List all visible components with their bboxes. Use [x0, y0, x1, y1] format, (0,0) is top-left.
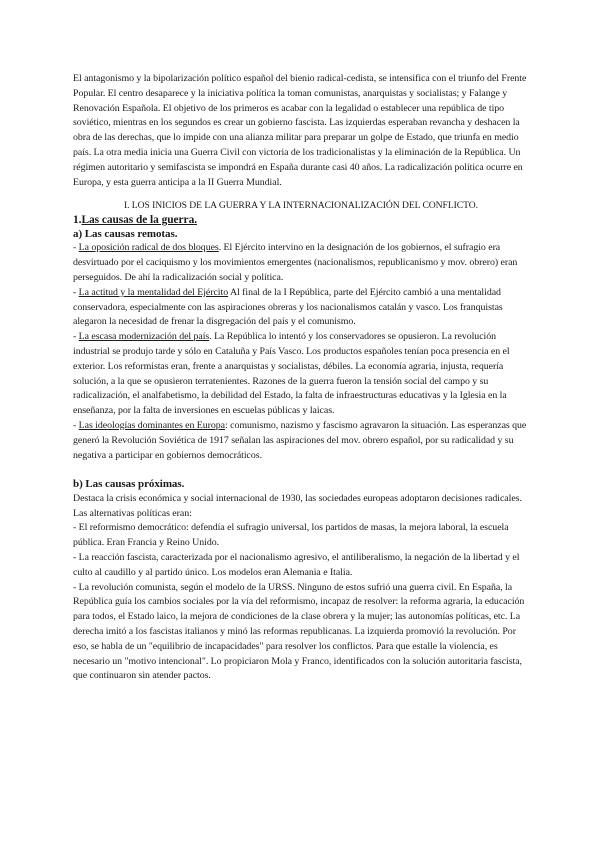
intro-paragraph: El antagonismo y la bipolarización político español del bienio radical-cedista, se intensifica con el triunfo del Frente Popular. El centro desaparece y la iniciativa política la toman comunistas, anarquistas y socialistas; y Falange y Renovación Española. El objetivo de los primeros es acabar con la legalidad o establecer una república de tipo soviético, mientras en los segundos es crear un gobierno fascista. Las izquierdas esperaban revancha y deshacen la obra de las derechas, que lo impide con una alianza militar para preparar un golpe de Estado, que triunfa en medio país. La otra media inicia una Guerra Civil con victoria de los tradicionalistas y la eliminación de la República. Un régimen autoritario y semifascista se impondrá en España durante casi 40 años. La radicalización política ocurre en Europa, y esta guerra anticipa a la II Guerra Mundial. [73, 73, 527, 188]
section-number: 1. [73, 213, 82, 226]
list-item: - La escasa modernización del país. La República lo intentó y los conservadores se opusieron. La revolución industrial se produjo tarde y sólo en Cataluña y País Vasco. Los productos españoles tenían poca presencia en el exterior. Los reformistas eran, frente a anarquistas y socialistas, débiles. La economía agraria, injusta, requería solución, a la que se opusieron terratenientes. Razones de la guerra fueron la tensión social del campo y su radicalización, el analfabetismo, la debilidad del Estado, la falta de infraestructuras educativas y la Iglesia en la enseñanza, por la falta de inversiones en escuelas públicas y laicas. [73, 331, 510, 417]
main-title: I. LOS INICIOS DE LA GUERRA Y LA INTERNACIONALIZACIÓN DEL CONFLICTO. [123, 200, 479, 212]
list-item-lead: La oposición radical de dos bloques [78, 242, 219, 254]
paragraph: - El reformismo democrático: defendía el sufragio universal, los partidos de masas, la mejora laboral, la escuela pública. Eran Francia y Reino Unido. [73, 522, 509, 549]
section-title: Las causas de la guerra. [81, 213, 198, 226]
list-item-text: : comunismo, nazismo y fascismo agravaron la situación. Las esperanzas que generó la Revolución Soviética de 1917 señalan las aspiraciones del mov. obrero español, por su radicalidad y su negativa a participar en gobiernos democráticos. [73, 419, 527, 461]
list-item: - La oposición radical de dos bloques. El Ejército intervino en la designación de los gobiernos, el sufragio era desvirtuado por el caciquismo y los movimientos emergentes (nacionalismos, republicanismo y mov. obrero) eran perseguidos. De ahí la radicalización social y política. [73, 242, 518, 283]
list-item-text: . La República lo intentó y los conservadores se opusieron. La revolución industrial se produjo tarde y sólo en Cataluña y País Vasco. Los productos españoles tenían poca presencia en el exterior. Los reformistas eran, frente a anarquistas y socialistas, débiles. La economía agraria, injusta, requería solución, a la que se opusieron terratenientes. Razones de la guerra fueron la tensión social del campo y su radicalización, el analfabetismo, la debilidad del Estado, la falta de infraestructuras educativas y la Iglesia en la enseñanza, por la falta de inversiones en escuelas públicas y laicas. [73, 331, 510, 417]
section-heading [73, 213, 529, 227]
list-item-text: . El Ejército intervino en la designación de los gobiernos, el sufragio era desvirtuado por el caciquismo y los movimientos emergentes (nacionalismos, republicanismo y mov. obrero) eran perseguidos. De ahí la radicalización social y política. [73, 242, 518, 283]
paragraph: - La revolución comunista, según el modelo de la URSS. Ninguno de estos sufrió una guerra civil. En España, la República guía los cambios sociales por la vía del reformismo, incapaz de resolver: la reforma agraria, la educación para todos, el Estado laico, la mejora de condiciones de la clase obrera y la mujer; las autonomías políticas, etc. La derecha imitó a los fascistas italianos y minó las reformas republicanas. La izquierda promovió la revolución. Por eso, se habla de un "equilibrio de incapacidades" para resolver los conflictos. Para que estalle la violencia, es necesario un "motivo intencional". Lo propiciaron Mola y Franco, identificados con la solución autoritaria fascista, que continuaron sin atender pactos. [73, 581, 525, 682]
list-item-text: Al final de la I República, parte del Ejército cambió a una mentalidad conservadora, especialmente con las aspiraciones obreras y los nacionalismos catalán y vasco. Los franquistas alegaron la necesidad de frenar la disgregación del país y el comunismo. [73, 286, 503, 328]
paragraph: - La reacción fascista, caracterizada por el nacionalismo agresivo, el antiliberalismo, la negación de la libertad y el culto al caudillo y al partido único. Los modelos eran Alemania e Italia. [73, 552, 520, 578]
subsection-a-heading: a) Las causas remotas. [73, 227, 178, 240]
subsection-b-heading: b) Las causas próximas. [73, 478, 185, 491]
list-item-lead: La actitud y la mentalidad del Ejército [78, 286, 229, 298]
paragraph: Destaca la crisis económica y social internacional de 1930, las sociedades europeas adoptaron decisiones radicales. Las alternativas políticas eran: [73, 492, 522, 519]
list-item: - La actitud y la mentalidad del Ejército Al final de la I República, parte del Ejército cambió a una mentalidad conservadora, especialmente con las aspiraciones obreras y los nacionalismos catalán y vasco. Los franquistas alegaron la necesidad de frenar la disgregación del país y el comunismo. [73, 286, 503, 328]
list-item-lead: Las ideologías dominantes en Europa [78, 419, 226, 431]
list-item-lead: La escasa modernización del país [78, 331, 210, 343]
spacer [73, 463, 529, 477]
document-body [73, 72, 529, 684]
list-item: - Las ideologías dominantes en Europa: comunismo, nazismo y fascismo agravaron la situación. Las esperanzas que generó la Revolución Soviética de 1917 señalan las aspiraciones del mov. obrero español, por su radicalidad y su negativa a participar en gobiernos democráticos. [73, 419, 527, 461]
